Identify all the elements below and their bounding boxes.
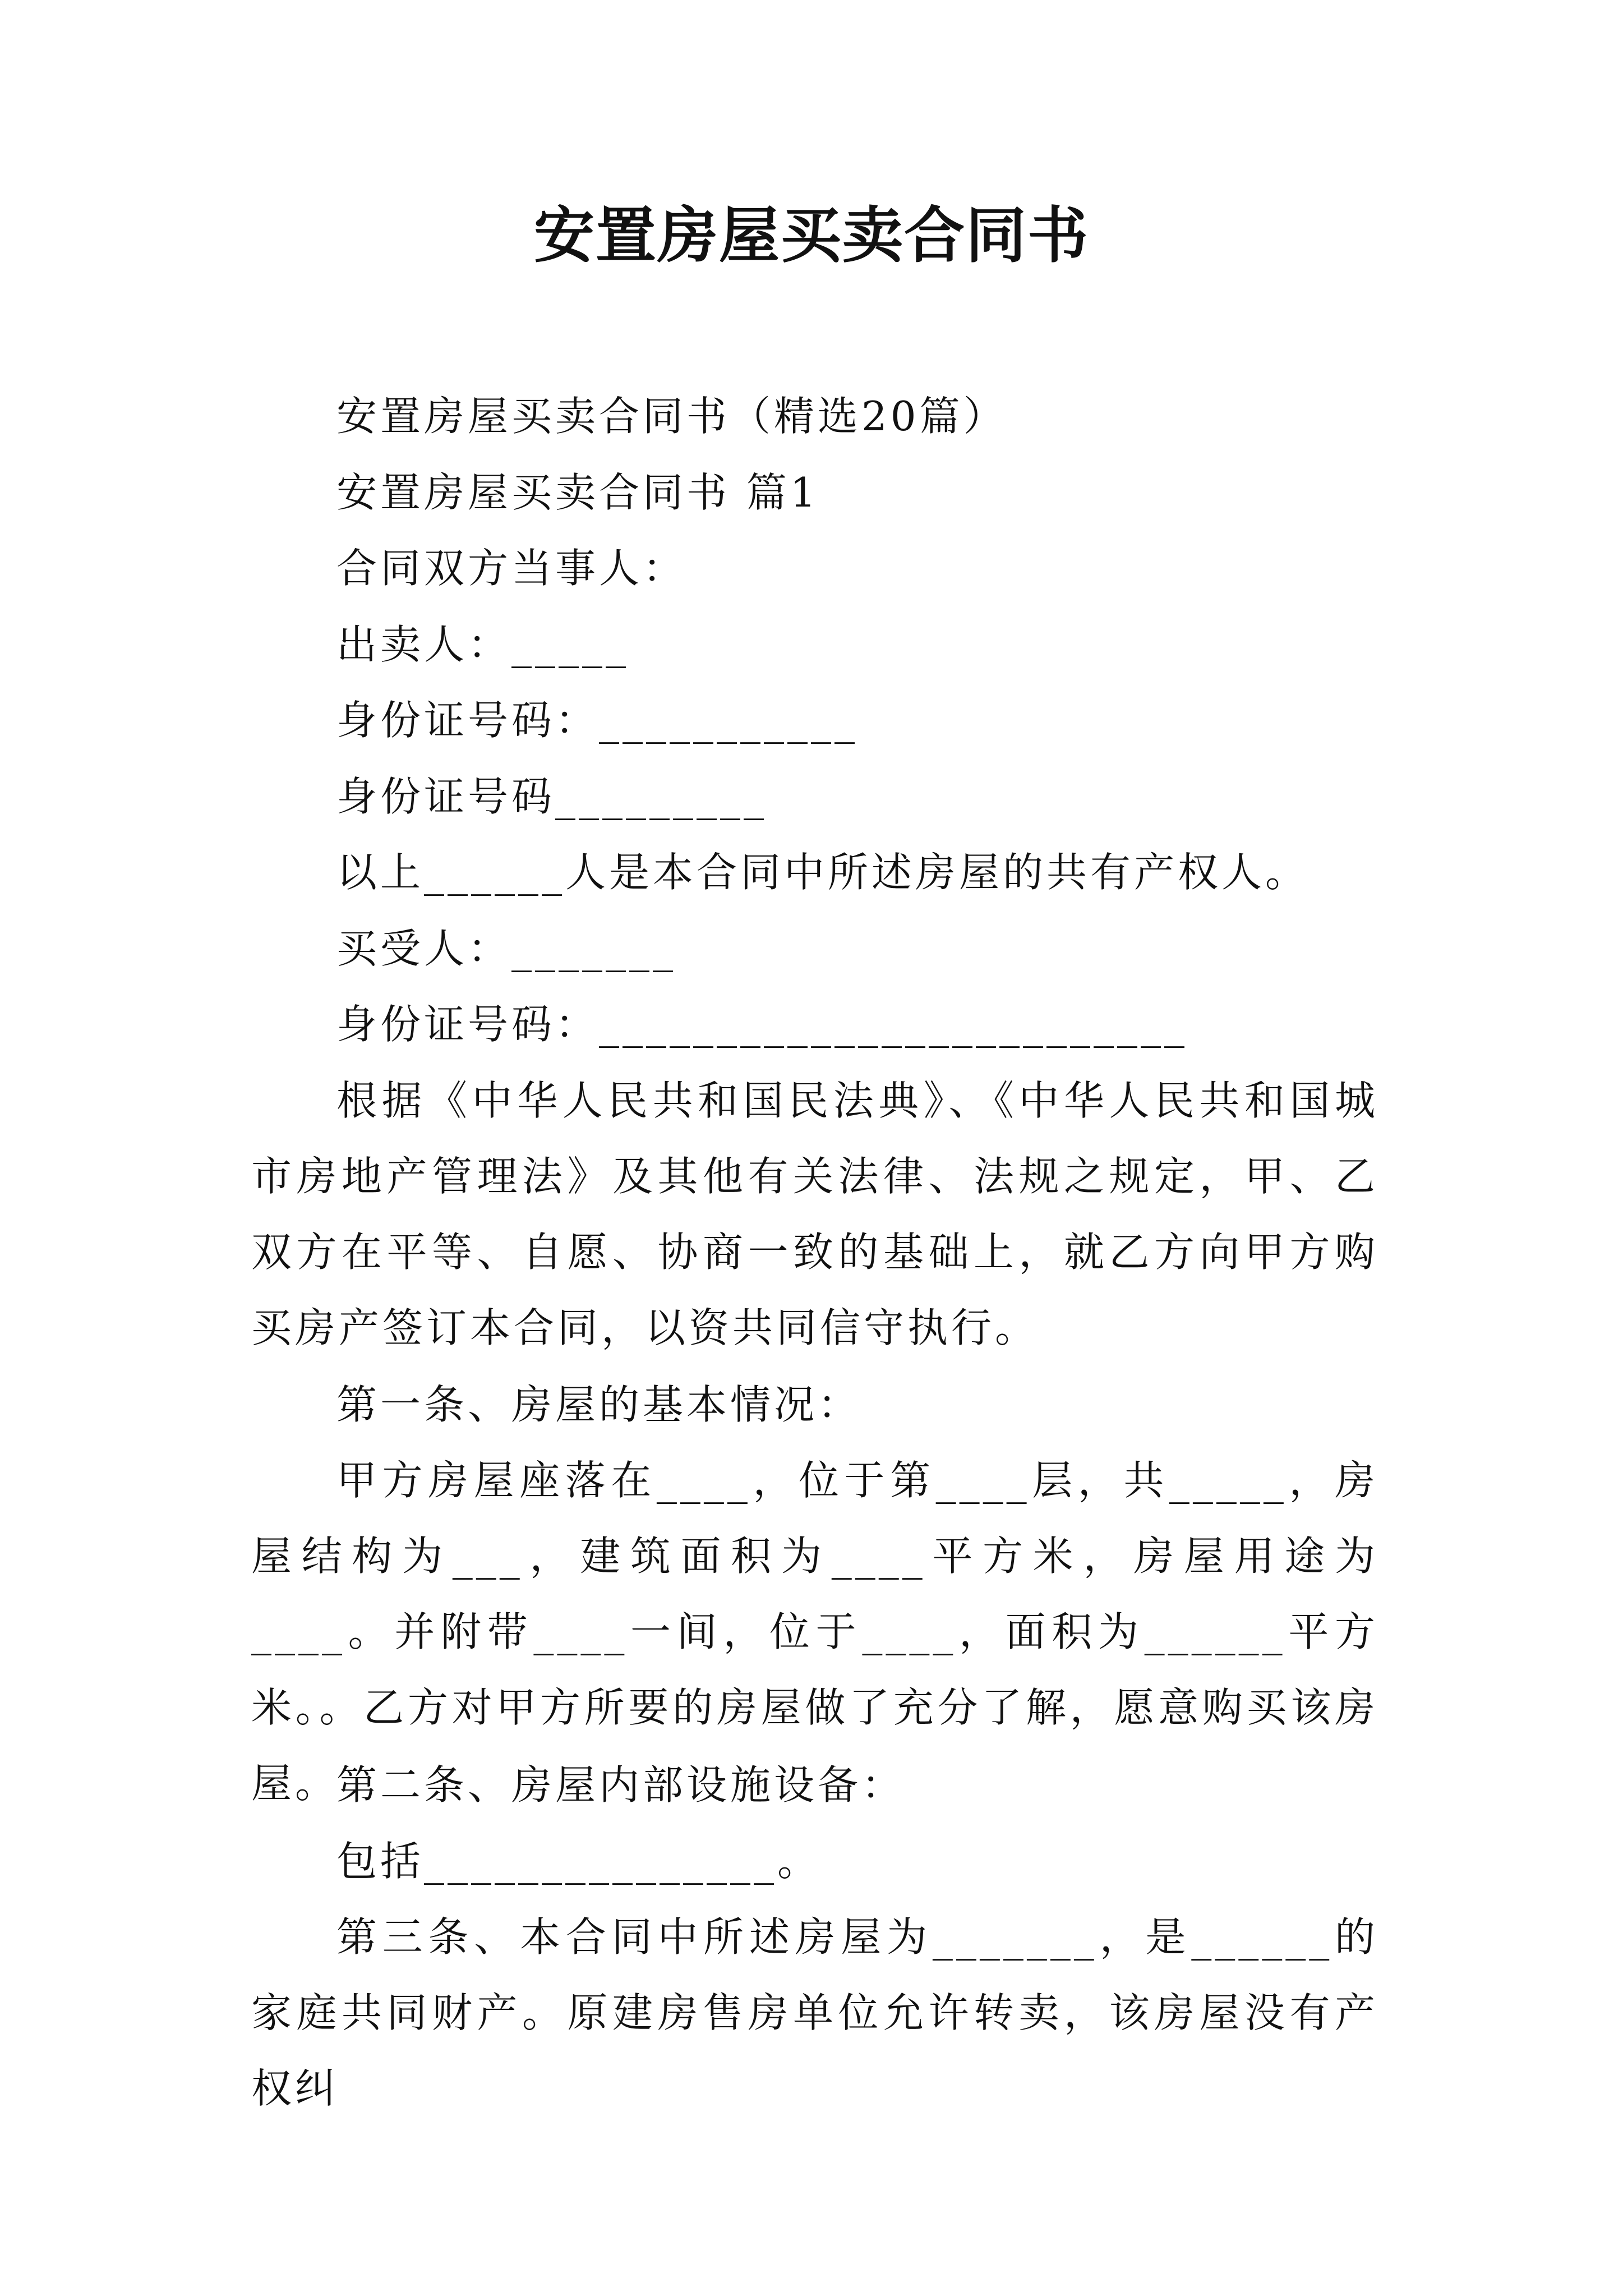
document-title: 安置房屋买卖合同书 (533, 200, 1089, 271)
article3-paragraph: 第三条、本合同中所述房屋为_______，是______的家庭共同财产。原建房售房单位允许转卖，该房屋没有产权纠 (251, 1913, 1378, 2112)
parties-heading: 合同双方当事人： (336, 545, 687, 592)
preamble-paragraph: 根据《中华人民共和国民法典》、《中华人民共和国城市房地产管理法》及其他有关法律、法规之规定，甲、乙双方在平等、自愿、协商一致的基础上，就乙方向甲方购买房产签订本合同，以资共同信守执行。 (251, 1077, 1378, 1351)
article2-paragraph: 包括_______________。 (336, 1838, 822, 1885)
buyer-id-line: 身份证号码：_________________________ (336, 1001, 1188, 1048)
article2-heading: 第二条、房屋内部设施设备： (336, 1761, 906, 1809)
buyer-line: 买受人：_______ (336, 925, 677, 972)
section-heading: 安置房屋买卖合同书 篇1 (336, 469, 819, 516)
article1-paragraph: 甲方房屋座落在____，位于第____层，共_____，房屋结构为___，建筑面积为____平方米，房屋用途为____。并附带____一间，位于____，面积为______平方米。。乙方对甲方所要的房屋做了充分了解，愿意购买该房屋。 (251, 1457, 1378, 1807)
document-subtitle: 安置房屋买卖合同书（精选20篇） (336, 393, 1007, 440)
article1-heading: 第一条、房屋的基本情况： (336, 1381, 862, 1428)
co-owners-line: 以上______人是本合同中所述房屋的共有产权人。 (336, 849, 1310, 896)
co-owner-id-line: 身份证号码_________ (336, 773, 768, 820)
seller-id-line: 身份证号码：___________ (336, 697, 859, 744)
seller-line: 出卖人：_____ (336, 621, 630, 668)
